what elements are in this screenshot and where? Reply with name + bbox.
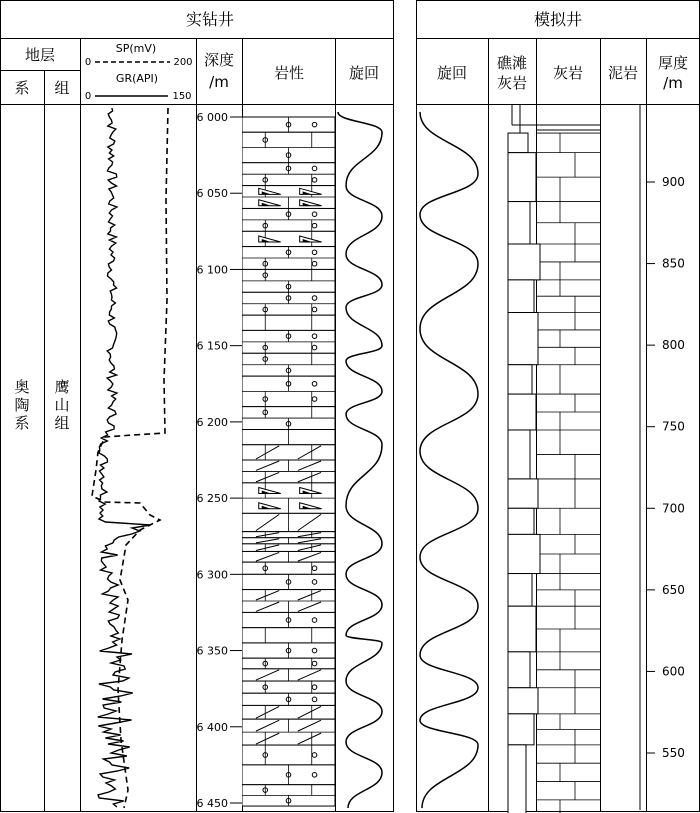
lith-layer-dolomite (242, 513, 335, 531)
lith-layer-dolomite (242, 551, 335, 562)
thickness-tick-label: 800 (662, 338, 685, 353)
model-reef-block (508, 688, 538, 714)
lith-layer-dolomite (242, 705, 335, 719)
lith-layer-dolomitic_limestone (242, 163, 335, 186)
reef-header-2: 灰岩 (496, 74, 528, 92)
lith-layer-dolomitic_limestone (242, 132, 335, 162)
model-reef-block (508, 313, 538, 365)
well-log-curves (92, 108, 168, 808)
depth-tick-label: 6 000 (196, 111, 228, 124)
lithology-column (242, 117, 335, 806)
lith-layer-dolomitic_limestone (242, 269, 335, 292)
thickness-tick-label: 600 (662, 664, 685, 679)
lith-layer-dolomite (242, 460, 335, 483)
model-reef-block (508, 652, 530, 688)
lith-layer-dolomitic_limestone (242, 681, 335, 693)
right-cycle-curve (420, 112, 478, 808)
gr-max: 150 (172, 91, 192, 102)
model-reef-block (508, 508, 534, 534)
model-reef-block (508, 479, 538, 508)
thickness-tick-label: 850 (662, 256, 685, 271)
lith-layer-dolomitic_limestone (242, 376, 335, 406)
lith-layer-dolomite (242, 538, 335, 544)
depth-tick-label: 6 300 (196, 568, 228, 582)
model-reef-block (508, 534, 540, 573)
model-reef-block (508, 745, 526, 813)
lith-layer-dolomitic_limestone (242, 785, 335, 806)
lith-layer-cherty_limestone (242, 231, 335, 246)
limestone-header: 灰岩 (552, 64, 584, 82)
lith-layer-dolomitic_limestone (242, 407, 335, 430)
depth-axis (197, 111, 243, 810)
thickness-tick-label: 650 (662, 582, 685, 597)
thickness-tick-label: 750 (662, 419, 685, 434)
gr-curve (98, 108, 151, 807)
model-reef-block (508, 606, 536, 652)
gr-label: GR(API) (115, 72, 159, 85)
lith-layer-dolomitic_limestone (242, 643, 335, 658)
depth-tick-label: 6 250 (196, 492, 228, 506)
lith-layer-dolomite (242, 445, 335, 460)
lith-layer-dolomitic_limestone (242, 292, 335, 315)
depth-tick-label: 6 400 (196, 720, 228, 734)
strata-header: 地层 (24, 46, 56, 64)
depth-header-2: /m (209, 73, 229, 91)
thickness-axis (646, 175, 685, 813)
depth-tick-label: 6 450 (196, 797, 228, 810)
left-well-title: 实钻井 (185, 10, 235, 29)
mudstone-header: 泥岩 (607, 64, 639, 82)
frame-lines (0, 1, 700, 813)
depth-tick-label: 6 050 (196, 187, 228, 201)
lith-layer-dolomitic_limestone (242, 562, 335, 574)
thickness-tick-label: 700 (662, 501, 685, 516)
lithology-header: 岩性 (273, 64, 305, 82)
sp-curve (92, 108, 168, 808)
depth-tick-label: 6 200 (196, 415, 228, 429)
lith-layer-dolomite (242, 719, 335, 745)
lith-layer-dolomitic_limestone (242, 693, 335, 705)
lith-layer-limestone (242, 430, 335, 445)
system-header: 系 (14, 79, 30, 97)
thickness-tick-label: 550 (662, 746, 685, 760)
left-cycle-header: 旋回 (348, 64, 380, 82)
right-cycle-header: 旋回 (436, 64, 468, 82)
lith-layer-dolomitic_limestone (242, 208, 335, 231)
lith-layer-cherty_limestone (242, 483, 335, 513)
thickness-header-2: /m (663, 74, 683, 92)
model-reef-block (508, 430, 530, 479)
lith-layer-dolomitic_limestone (242, 612, 335, 627)
lith-layer-dolomitic_limestone (242, 117, 335, 132)
sp-max: 200 (173, 57, 193, 68)
lith-layer-limestone (242, 628, 335, 643)
lith-layer-dolomite (242, 590, 335, 613)
model-reef-block (508, 394, 536, 430)
depth-tick-label: 6 350 (196, 644, 228, 658)
model-reef-block (508, 133, 528, 153)
depth-tick-label: 6 150 (196, 339, 228, 353)
model-reef-block (508, 244, 540, 280)
formation-header: 组 (54, 79, 70, 97)
model-reef-block (508, 202, 530, 244)
model-reef-block (508, 574, 532, 607)
gr-min: 0 (84, 91, 92, 102)
system-name: 奥陶系 (14, 378, 30, 432)
lith-layer-dolomitic_limestone (242, 745, 335, 765)
lith-layer-dolomitic_limestone (242, 574, 335, 589)
depth-header-1: 深度 (203, 51, 235, 69)
lith-layer-dolomitic_limestone (242, 658, 335, 669)
left-cycle-curve (338, 112, 382, 808)
depth-tick-label: 6 100 (196, 263, 228, 277)
lith-layer-dolomitic_limestone (242, 330, 335, 353)
thickness-header-1: 厚度 (657, 54, 689, 72)
lith-layer-dolomite (242, 532, 335, 538)
formation-name: 鹰山组 (54, 378, 70, 432)
thickness-tick-label: 900 (662, 175, 685, 189)
lith-layer-dolomite (242, 669, 335, 681)
lith-layer-cherty_limestone (242, 186, 335, 209)
lith-layer-dolomitic_limestone (242, 353, 335, 376)
model-lithology-blocks (508, 105, 640, 813)
lith-layer-limestone (242, 315, 335, 330)
right-well-title: 模拟井 (533, 10, 583, 29)
model-reef-block (508, 153, 536, 202)
lith-layer-dolomite (242, 544, 335, 552)
lith-layer-dolomitic_limestone (242, 765, 335, 785)
model-reef-block (508, 365, 532, 394)
model-reef-block (508, 714, 534, 745)
sp-min: 0 (84, 57, 92, 68)
lith-layer-dolomitic_limestone (242, 247, 335, 270)
sp-label: SP(mV) (115, 42, 157, 55)
cycle-curve-line (338, 112, 382, 808)
reef-header-1: 礁滩 (496, 54, 528, 72)
cycle-curve-line (420, 112, 478, 808)
model-reef-block (508, 280, 534, 313)
log-legend (85, 42, 193, 102)
